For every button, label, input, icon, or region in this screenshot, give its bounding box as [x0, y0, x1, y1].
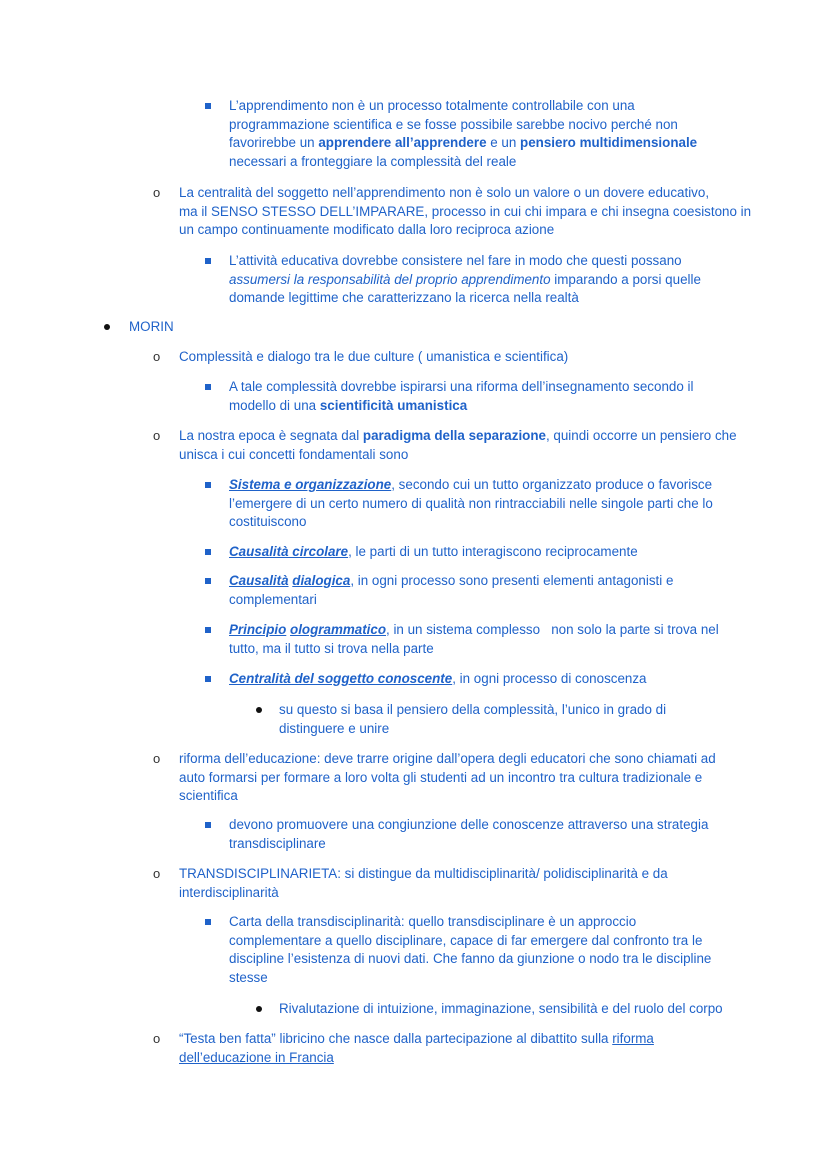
paragraph-14 [229, 816, 708, 853]
heading-morin: MORIN [129, 319, 174, 334]
bold-underline-text: Sistema e organizzazione [229, 477, 392, 492]
circle-bullet: o [153, 1031, 161, 1046]
text-line: discipline l’esistenza di nuovi dati. Che fanno da giunzione o nodo tra le discipline [229, 951, 712, 967]
bold-underline-text: dialogica [292, 573, 351, 588]
paragraph-3 [229, 252, 701, 308]
text-line [179, 1049, 654, 1068]
square-bullet [205, 578, 211, 584]
text-line: L’attività educativa dovrebbe consistere nel fare in modo che questi possano [229, 253, 682, 268]
text-line: auto formarsi per formare a loro volta gli studenti ad un incontro tra cultura tradizionale e [179, 769, 703, 785]
text-run: La nostra epoca è segnata dal [179, 428, 363, 443]
text-line: su questo si basa il pensiero della complessità, l’unico in grado di [279, 702, 667, 717]
circle-bullet: o [153, 751, 161, 766]
paragraph-13 [179, 750, 716, 806]
paragraph-16 [229, 913, 711, 987]
square-bullet [205, 258, 211, 264]
square-bullet [205, 384, 211, 390]
paragraph-6 [179, 427, 737, 464]
paragraph-5 [229, 378, 693, 415]
text-line: necessari a fronteggiare la complessità del reale [229, 153, 517, 169]
text-run: “Testa ben fatta” libricino che nasce dalla partecipazione al dibattito sulla [179, 1031, 613, 1046]
text-run: , secondo cui un tutto organizzato produce o favorisce [391, 477, 713, 492]
text-line [179, 427, 737, 446]
text-run: favorirebbe un [229, 135, 319, 151]
text-line: domande legittime che caratterizzano la ricerca nella realtà [229, 290, 579, 306]
text-line: TRANSDISCIPLINARIETA: si distingue da multidisciplinarità/ polidisciplinarità e da [179, 866, 668, 881]
bold-underline-text: Principio [229, 622, 287, 637]
text-line: un campo continuamente modificato dalla loro reciproca azione [179, 222, 555, 238]
text-run: imparando a porsi quelle [550, 271, 701, 287]
text-line: unisca i cui concetti fondamentali sono [179, 446, 409, 462]
paragraph-17: Rivalutazione di intuizione, immaginazione, sensibilità e del ruolo del corpo [279, 1001, 723, 1016]
text-line [229, 134, 697, 153]
text-line: devono promuovere una congiunzione delle conoscenze attraverso una strategia [229, 817, 709, 832]
text-line: L’apprendimento non è un processo totalmente controllabile con una [229, 98, 635, 113]
text-line: scientifica [179, 788, 238, 804]
paragraph-1 [229, 97, 697, 171]
paragraph-8 [229, 543, 638, 562]
text-line: programmazione scientifica e se fosse possibile sarebbe nocivo perché non [229, 116, 678, 132]
text-run: e un [486, 135, 521, 151]
text-line: stesse [229, 969, 268, 985]
bold-text: pensiero multidimensionale [520, 135, 698, 151]
paragraph-9 [229, 572, 673, 609]
text-run: , quindi occorre un pensiero che [545, 428, 737, 443]
square-bullet [205, 549, 211, 555]
text-line: riforma dell’educazione: deve trarre origine dall’opera degli educatori che sono chiamati ad [179, 751, 716, 766]
text-line: Carta della transdisciplinarità: quello transdisciplinare è un approccio [229, 914, 637, 929]
paragraph-4: Complessità e dialogo tra le due culture ( umanistica e scientifica) [179, 349, 569, 364]
text-line: costituiscono [229, 514, 307, 530]
text-line [229, 397, 693, 416]
text-line: A tale complessità dovrebbe ispirarsi una riforma dell’insegnamento secondo il [229, 379, 694, 394]
text-line: l’emergere di un certo numero di qualità non rintracciabili nelle singole parti che lo [229, 495, 713, 511]
text-line [179, 1030, 654, 1049]
text-run: modello di una [229, 397, 320, 413]
square-bullet [205, 103, 211, 109]
paragraph-15 [179, 865, 668, 902]
text-line [229, 476, 713, 495]
text-line [229, 572, 673, 591]
link-text[interactable]: dell’educazione in Francia [179, 1049, 334, 1065]
text-line: complementari [229, 591, 317, 607]
text-line: distinguere e unire [279, 720, 390, 736]
paragraph-12 [279, 701, 666, 738]
text-run: , in ogni processo sono presenti elementi antagonisti e [350, 573, 674, 588]
text-line: complementare a quello disciplinare, capace di far emergere dal confronto tra le [229, 932, 703, 948]
bold-underline-text: Centralità del soggetto conoscente [229, 671, 453, 686]
square-bullet [205, 482, 211, 488]
paragraph-11 [229, 670, 647, 689]
italic-text: assumersi la responsabilità del proprio apprendimento [229, 271, 551, 287]
bold-text: scientificità umanistica [319, 397, 468, 413]
text-line [229, 271, 701, 290]
dot-bullet [256, 707, 262, 713]
square-bullet [205, 676, 211, 682]
text-line: interdisciplinarità [179, 884, 279, 900]
square-bullet [205, 822, 211, 828]
text-run: , in un sistema complesso non solo la parte si trova nel [386, 622, 719, 637]
dot-bullet [104, 324, 110, 330]
text-run: , le parti di un tutto interagiscono reciprocamente [348, 544, 638, 559]
square-bullet [205, 627, 211, 633]
bold-text: paradigma della separazione [362, 428, 546, 443]
bold-underline-text: Causalità circolare [229, 544, 349, 559]
text-line: tutto, ma il tutto si trova nella parte [229, 640, 434, 656]
paragraph-2 [179, 184, 751, 240]
text-line [229, 621, 719, 640]
paragraph-7 [229, 476, 713, 532]
bold-underline-text: ologrammatico [290, 622, 387, 637]
text-run: , in ogni processo di conoscenza [452, 671, 647, 686]
dot-bullet [256, 1006, 262, 1012]
paragraph-10 [229, 621, 719, 658]
text-line: La centralità del soggetto nell’apprendimento non è solo un valore o un dovere educativo, [179, 185, 710, 200]
link-text[interactable]: riforma [612, 1031, 654, 1046]
circle-bullet: o [153, 349, 161, 364]
circle-bullet: o [153, 866, 161, 881]
bold-text: apprendere all’apprendere [318, 135, 487, 151]
text-line: transdisciplinare [229, 835, 326, 851]
text-line: ma il SENSO STESSO DELL’IMPARARE, processo in cui chi impara e chi insegna coesistono in [179, 203, 752, 219]
square-bullet [205, 919, 211, 925]
bold-underline-text: Causalità [229, 573, 289, 588]
circle-bullet: o [153, 185, 161, 200]
circle-bullet: o [153, 428, 161, 443]
paragraph-18 [179, 1030, 654, 1067]
